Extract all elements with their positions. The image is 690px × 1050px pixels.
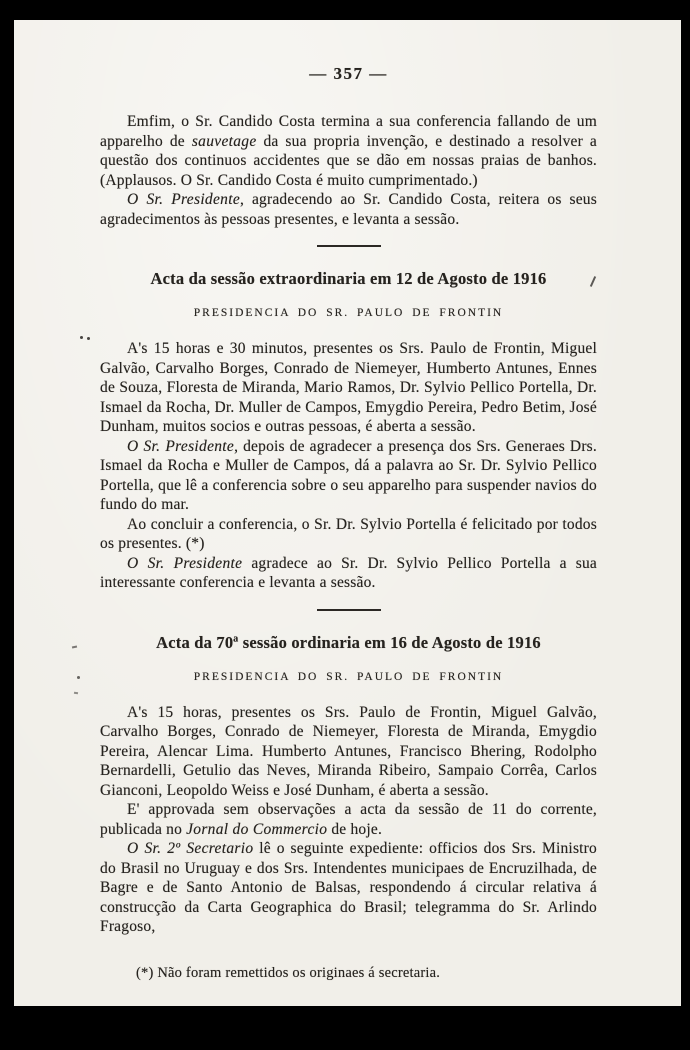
paragraph [100, 554, 597, 593]
footnote: (*) Não foram remettidos os originaes á secretaria. [136, 965, 441, 981]
italic-term: sauvetage [191, 132, 257, 150]
section-divider [317, 609, 381, 611]
paragraph [100, 112, 597, 190]
scan-artifact-dots [80, 336, 83, 339]
italic-term: O Sr. Presidente [127, 554, 243, 572]
section-divider [317, 245, 381, 247]
italic-term: Jornal do Commercio [186, 820, 328, 838]
session2-presidency: PRESIDENCIA DO SR. PAULO DE FRONTIN [193, 670, 504, 683]
italic-term: O Sr. Presidente [127, 191, 240, 208]
paragraph-text: , depois de agradecer a presença dos Srs. Generaes Drs. Ismael da Rocha e Muller de Campos, dá a palavra ao Sr. Dr. Sylvio Pellico Portella, que lê a conferencia sobre o seu apparelho para suspender navios do fundo do mar. [100, 437, 597, 513]
paragraph [100, 839, 597, 937]
page-content [14, 20, 681, 1006]
scan-artifact-speck [77, 676, 80, 679]
paragraph-text: agradece ao Sr. Dr. Sylvio Pellico Portella a sua interessante conferencia e levanta a sessão. [100, 554, 597, 591]
paragraph-text: E' approvada sem observações a acta da sessão de 11 do corrente, publicada no [100, 801, 597, 838]
paragraph-text: da sua propria invenção, e destinado a resolver a questão dos continuos accidentes que se dão em nossas praias de banhos. (Applausos. O Sr. Candido Costa é muito cumprimentado.) [100, 132, 597, 189]
paragraph: A's 15 horas, presentes os Srs. Paulo de Frontin, Miguel Galvão, Carvalho Borges, Conrado de Niemeyer, Floresta de Miranda, Emygdio Pereira, Alencar Lima. Humberto Antunes, Francisco Bhering, Rodolpho Bernardelli, Getulio das Neves, Miranda Ribeiro, Sampaio Corrêa, Carlos Gianconi, Leopoldo Weiss e José Dunham, é aberta a sessão. [100, 703, 597, 799]
scanned-page [14, 20, 681, 1006]
paragraph: A's 15 horas e 30 minutos, presentes os Srs. Paulo de Frontin, Miguel Galvão, Carvalho Borges, Conrado de Niemeyer, Humberto Antunes, Ennes de Souza, Floresta de Miranda, Mario Ramos, Dr. Sylvio Pellico Portella, Dr. Ismael da Rocha, Dr. Muller de Campos, Emygdio Pereira, Pedro Betim, José Dunham, muitos socios e outras pessoas, é aberta a sessão. [100, 340, 597, 435]
paragraph: Ao concluir a conferencia, o Sr. Dr. Sylvio Portella é felicitado por todos os presentes. (*) [100, 515, 597, 552]
paragraph-text: Emfim, o Sr. Candido Costa termina a sua conferencia fallando de um apparelho de [100, 113, 597, 150]
page-number: — 357 — [309, 64, 388, 83]
paragraph [100, 190, 597, 229]
italic-term: O Sr. Presidente [127, 437, 235, 455]
paragraph [100, 437, 597, 515]
session2-heading: Acta da 70ª sessão ordinaria em 16 de Agosto de 1916 [156, 632, 541, 652]
italic-term: O Sr. 2º Secretario [127, 840, 254, 857]
session1-presidency: PRESIDENCIA DO SR. PAULO DE FRONTIN [193, 307, 504, 319]
paragraph-text: lê o seguinte expediente: officios dos Srs. Ministro do Brasil no Uruguay e dos Srs. Intendentes municipaes de Encruzilhada, de Bagre e de Santo Antonio de Balsas, respondendo á circular relativa á construcção da Carta Geographica do Brasil; telegramma do Sr. Arlindo Fragoso, [100, 840, 597, 935]
paragraph-text: de hoje. [327, 820, 383, 838]
session1-heading: Acta da sessão extraordinaria em 12 de Agosto de 1916 [150, 269, 547, 288]
scan-artifact-speck [74, 692, 78, 695]
paragraph-text: , agradecendo ao Sr. Candido Costa, reitera os seus agradecimentos às pessoas presentes, e levanta a sessão. [100, 191, 597, 228]
paragraph [100, 800, 597, 839]
